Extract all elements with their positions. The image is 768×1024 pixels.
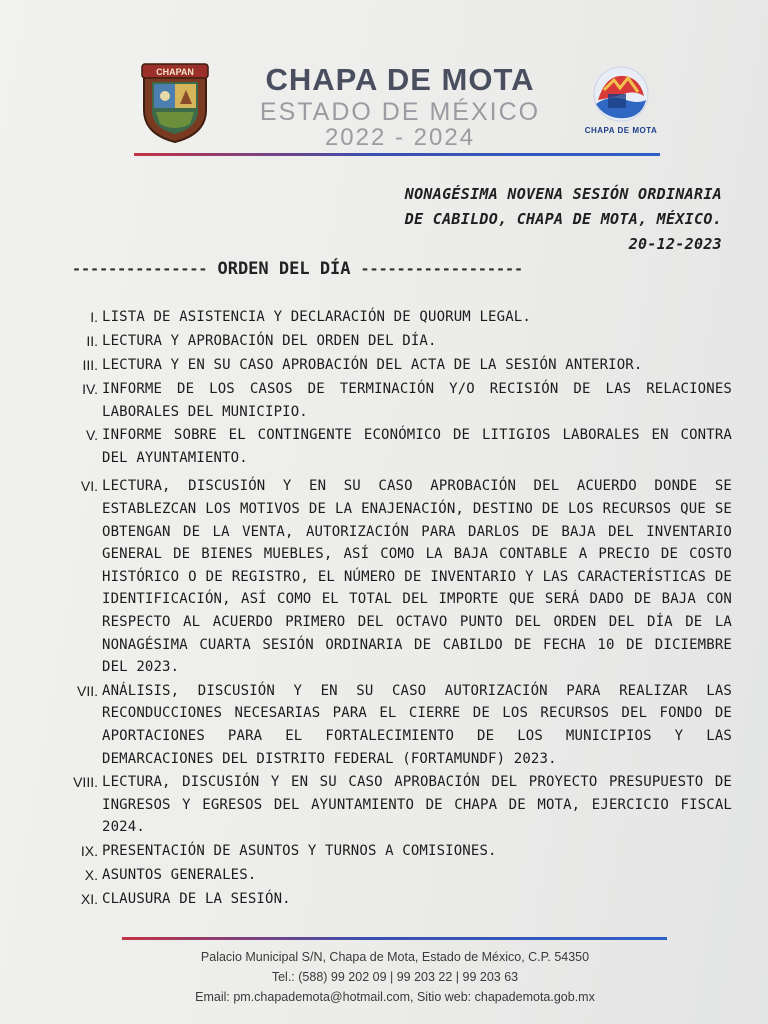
item-text: LECTURA Y APROBACIÓN DEL ORDEN DEL DÍA. [102,333,437,349]
agenda-item [60,306,732,329]
item-text: LECTURA Y EN SU CASO APROBACIÓN DEL ACTA DE LA SESIÓN ANTERIOR. [102,357,643,373]
item-number: III. [82,357,98,373]
item-text: LECTURA, DISCUSIÓN Y EN SU CASO APROBACIÓN DEL ACUERDO DONDE SE ESTABLEZCAN LOS MOTIVOS DE LA ENAJENACIÓN, DESTINO DE LOS RECURSOS QUE SE OBTENGAN DE LA VENTA, AUTORIZACIÓN PARA DARLOS DE BAJA DEL INVENTARIO GENERAL DE BIENES MUEBLES, ASÍ COMO LA BAJA CONTABLE A PRECIO DE COSTO HISTÓRICO O DE REGISTRO, EL NÚMERO DE INVENTARIO Y LAS CARACTERÍSTICAS DE IDENTIFICACIÓN, ASÍ COMO EL TOTAL DEL IMPORTE QUE SERÁ DADO DE BAJA CON RESPECTO AL ACUERDO PRIMERO DEL OCTAVO PUNTO DEL ORDEN DEL DÍA DE LA NONAGÉSIMA CUARTA SESIÓN ORDINARIA DE CABILDO DE FECHA 10 DE DICIEMBRE DEL 2023. [102,478,732,676]
session-date: 20-12-2023 [628,235,722,253]
municipality-name: CHAPA DE MOTA [265,62,535,97]
agenda-item [60,888,732,911]
item-text: ANÁLISIS, DISCUSIÓN Y EN SU CASO AUTORIZACIÓN PARA REALIZAR LAS RECONDUCCIONES NECESARIAS PARA EL CIERRE DE LOS RECURSOS DEL FONDO DE APORTACIONES PARA EL FORTALECIMIENTO DE LOS MUNICIPIOS Y LAS DEMARCACIONES DEL DISTRITO FEDERAL (FORTAMUNDF) 2023. [102,682,732,767]
agenda-item [60,840,732,863]
agenda-item [60,424,732,469]
item-text: LECTURA, DISCUSIÓN Y EN SU CASO APROBACIÓN DEL PROYECTO PRESUPUESTO DE INGRESOS Y EGRESOS DEL AYUNTAMIENTO DE CHAPA DE MOTA, EJERCICIO FISCAL 2024. [102,774,732,836]
item-number: VII. [76,682,98,699]
item-number: II. [86,333,98,349]
dash-rule-left: --------------- [72,260,208,278]
agenda-item [60,330,732,353]
item-number: I. [90,309,98,325]
item-number: V. [86,427,98,444]
item-text: INFORME DE LOS CASOS DE TERMINACIÓN Y/O RECISIÓN DE LAS RELACIONES LABORALES DEL MUNICIPIO. [102,381,732,420]
agenda-item [60,378,732,423]
agenda-item [60,864,732,887]
footer-contact: Email: pm.chapademota@hotmail.com, Sitio web: chapademota.gob.mx [195,990,595,1004]
agenda-item [60,354,732,377]
administration-period: 2022 - 2024 [324,124,476,151]
svg-text:CHAPAN: CHAPAN [156,67,194,77]
footer-address: Palacio Municipal S/N, Chapa de Mota, Estado de México, C.P. 54350 [200,950,590,964]
session-title-line-1: NONAGÉSIMA NOVENA SESIÓN ORDINARIA [404,185,722,203]
item-text: ASUNTOS GENERALES. [102,866,257,883]
agenda-item [60,475,732,678]
dash-rule-right: ------------------ [360,260,524,278]
item-number: X. [84,866,98,883]
footer-divider [122,937,667,940]
header-divider [134,153,660,156]
item-text: PRESENTACIÓN DE ASUNTOS Y TURNOS A COMISIONES. [102,842,497,859]
chapa-de-mota-emblem-logo [580,64,662,156]
item-number: IX. [80,842,98,859]
footer-phones: Tel.: (588) 99 202 09 | 99 203 22 | 99 203 63 [271,970,519,984]
agenda-list [60,306,732,912]
item-text: LISTA DE ASISTENCIA Y DECLARACIÓN DE QUORUM LEGAL. [102,309,531,325]
session-title-line-2: DE CABILDO, CHAPA DE MOTA, MÉXICO. [404,210,722,228]
item-number: XI. [80,890,98,907]
item-number: IV. [82,381,98,397]
item-number: VI. [80,478,98,495]
municipal-shield-logo [138,60,212,144]
agenda-heading-row [72,256,722,282]
agenda-heading: ORDEN DEL DÍA [217,259,351,279]
item-text: INFORME SOBRE EL CONTINGENTE ECONÓMICO DE LITIGIOS LABORALES EN CONTRA DEL AYUNTAMIENTO. [102,427,732,466]
agenda-item [60,680,732,770]
agenda-item [60,771,732,839]
emblem-caption: CHAPA DE MOTA [584,126,658,135]
item-number: VIII. [73,774,98,791]
state-name: ESTADO DE MÉXICO [259,98,541,126]
item-text: CLAUSURA DE LA SESIÓN. [102,890,291,907]
